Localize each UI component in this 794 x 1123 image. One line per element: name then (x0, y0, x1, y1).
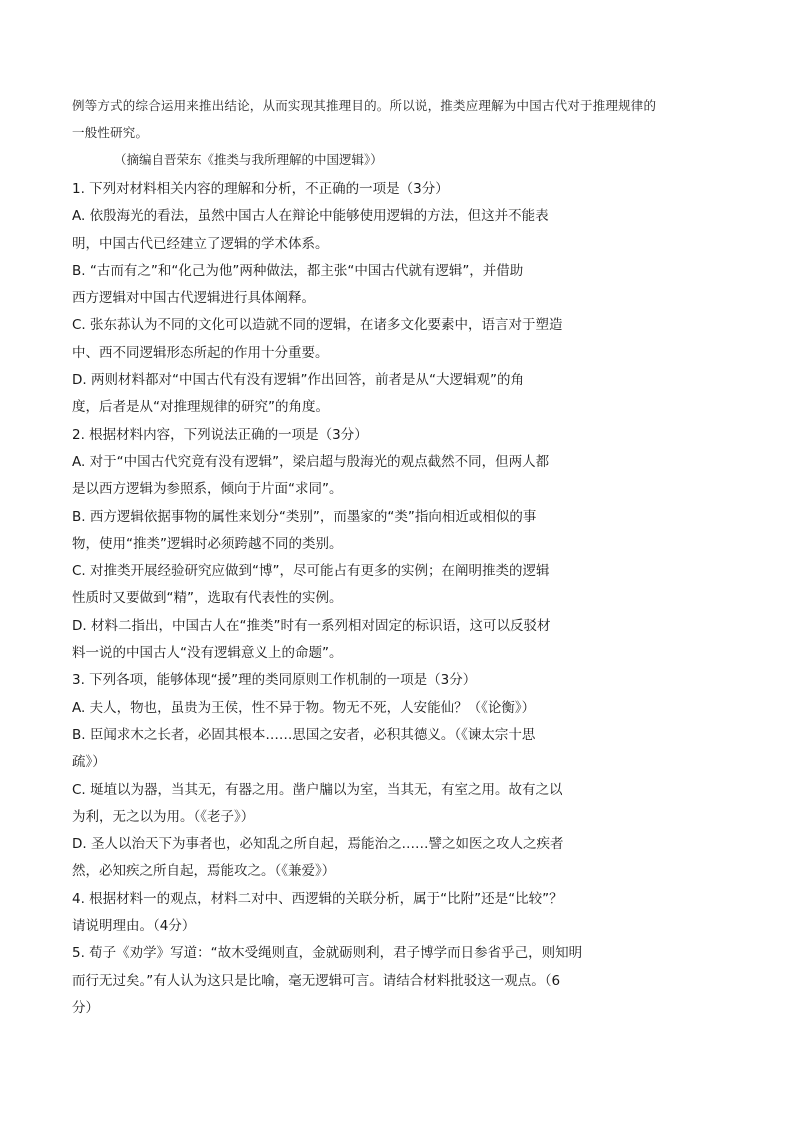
q2-option-c: C. 对推类开展经验研究应做到“博”，尽可能占有更多的实例；在阐明推类的逻辑 (72, 563, 550, 580)
q3-option-a: A. 夫人，物也，虽贵为王侯，性不异于物。物无不死，人安能仙？（《论衡》） (72, 699, 536, 716)
q3-option-d: D. 圣人以治天下为事者也，必知乱之所自起，焉能治之……譬之如医之攻人之疾者 (72, 836, 564, 853)
q1-option-a: A. 依殷海光的看法，虽然中国古人在辩论中能够使用逻辑的方法，但这并不能表 (72, 208, 549, 225)
q3-option-c: C. 埏埴以为器，当其无，有器之用。凿户牖以为室，当其无，有室之用。故有之以 (72, 781, 563, 798)
passage-line: 例等方式的综合运用来推出结论，从而实现其推理目的。所以说，推类应理解为中国古代对于推理规律的 (72, 98, 657, 113)
q2-option-a-cont: 是以西方逻辑为参照系，倾向于片面“求同”。 (72, 481, 343, 498)
q3-option-b-cont: 疏》） (72, 754, 106, 771)
q2-option-a: A. 对于“中国古代究竟有没有逻辑”，梁启超与殷海光的观点截然不同，但两人都 (72, 453, 550, 470)
q1-option-b-cont: 西方逻辑对中国古代逻辑进行具体阐释。 (72, 290, 315, 307)
source-citation: （摘编自晋荣东《推类与我所理解的中国逻辑》） (114, 152, 383, 167)
q1-option-d: D. 两则材料都对“中国古代有没有逻辑”作出回答，前者是从“大逻辑观”的角 (72, 372, 524, 389)
q2-option-c-cont: 性质时又要做到“精”，选取有代表性的实例。 (72, 590, 343, 607)
q3-option-c-cont: 为利，无之以为用。（《老子》） (72, 808, 255, 825)
q1-option-a-cont: 明，中国古代已经建立了逻辑的学术体系。 (72, 235, 329, 252)
q2-option-d: D. 材料二指出，中国古人在“推类”时有一系列相对固定的标识语，这可以反驳材 (72, 617, 551, 634)
question-5-stem-cont: 而行无过矣。”有人认为这只是比喻，毫无逻辑可言。请结合材料批驳这一观点。（6 (72, 972, 561, 989)
question-4-stem-cont: 请说明理由。（4分） (72, 918, 196, 935)
q3-option-b: B. 臣闻求木之长者，必固其根本……思国之安者，必积其德义。（《谏太宗十思 (72, 726, 536, 743)
q1-option-b: B. “古而有之”和“化己为他”两种做法，都主张“中国古代就有逻辑”，并借助 (72, 262, 524, 279)
question-5-stem-end: 分） (72, 999, 99, 1016)
question-3-stem: 3. 下列各项，能够体现“援”理的类同原则工作机制的一项是（3分） (72, 672, 477, 689)
q1-option-d-cont: 度，后者是从“对推理规律的研究”的角度。 (72, 399, 329, 416)
questions-section (72, 176, 632, 1022)
passage-ending (72, 92, 727, 173)
question-2-stem: 2. 根据材料内容，下列说法正确的一项是（3分） (72, 426, 368, 443)
q2-option-b-cont: 物，使用“推类”逻辑时必须跨越不同的类别。 (72, 535, 343, 552)
q2-option-b: B. 西方逻辑依据事物的属性来划分“类别”，而墨家的“类”指向相近或相似的事 (72, 508, 537, 525)
question-4-stem: 4. 根据材料一的观点，材料二对中、西逻辑的关联分析，属于“比附”还是“比较”？ (72, 890, 563, 907)
passage-line: 一般性研究。 (72, 125, 149, 140)
q1-option-c-cont: 中、西不同逻辑形态所起的作用十分重要。 (72, 344, 329, 361)
question-5-stem: 5. 荀子《劝学》写道：“故木受绳则直，金就砺则利，君子博学而日参省乎己，则知明 (72, 945, 583, 962)
question-1-stem: 1. 下列对材料相关内容的理解和分析，不正确的一项是（3分） (72, 181, 449, 197)
q3-option-d-cont: 然，必知疾之所自起，焉能攻之。（《兼爱》） (72, 863, 336, 880)
q2-option-d-cont: 料一说的中国古人“没有逻辑意义上的命题”。 (72, 645, 343, 662)
q1-option-c: C. 张东荪认为不同的文化可以造就不同的逻辑，在诸多文化要素中，语言对于塑造 (72, 317, 563, 334)
